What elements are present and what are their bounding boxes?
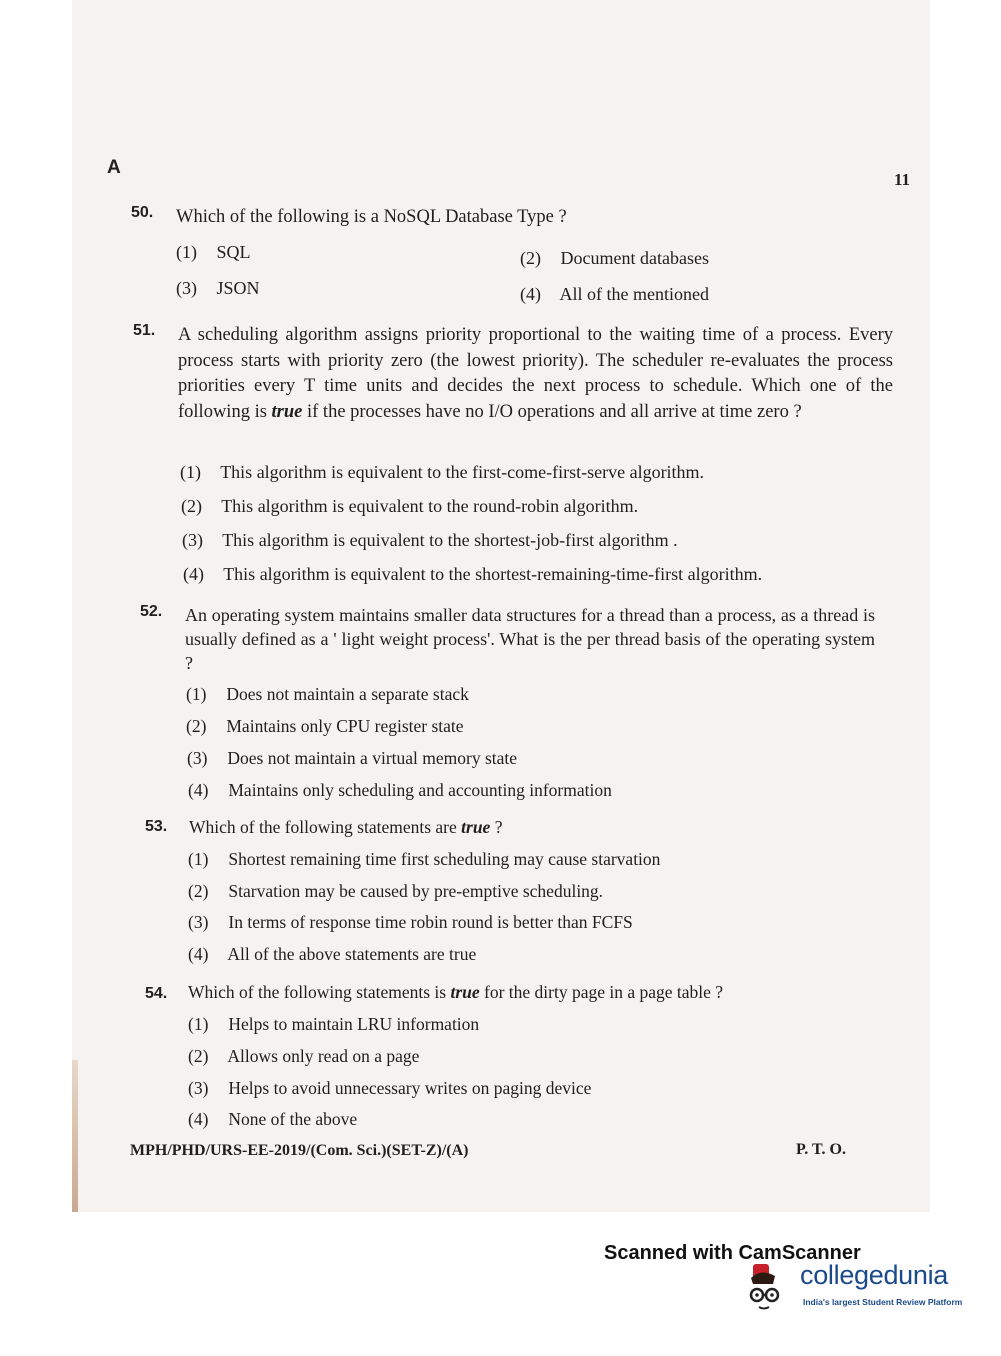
option-text: None of the above	[228, 1109, 358, 1129]
option-text: Allows only read on a page	[227, 1046, 420, 1066]
option-text: All of the above statements are true	[227, 944, 477, 964]
option-2	[520, 248, 709, 269]
emphasis-true: true	[450, 982, 480, 1002]
collegedunia-tagline: India's largest Student Review Platform	[803, 1297, 963, 1307]
camscanner-watermark: Scanned with CamScanner	[604, 1242, 861, 1264]
option-1	[176, 242, 251, 263]
option-text: Helps to maintain LRU information	[228, 1014, 480, 1034]
question-number: 52.	[140, 603, 163, 620]
page-number: 11	[894, 170, 911, 189]
option-text: Maintains only CPU register state	[226, 716, 464, 736]
option-text: This algorithm is equivalent to the shortest-job-first algorithm .	[222, 530, 678, 550]
option-1	[188, 1014, 479, 1035]
question-text: Which of the following is a NoSQL Database Type ?	[176, 207, 567, 227]
set-letter: A	[107, 157, 121, 178]
option-number: (1)	[176, 242, 197, 262]
option-number: (4)	[188, 1109, 209, 1129]
option-text: All of the mentioned	[559, 284, 709, 304]
option-number: (2)	[186, 716, 207, 736]
option-text: This algorithm is equivalent to the first-come-first-serve algorithm.	[220, 462, 705, 482]
question-text: Which of the following statements is true for the dirty page in a page table ?	[188, 982, 724, 1002]
option-2	[188, 1046, 419, 1067]
option-3	[188, 912, 633, 933]
option-2	[188, 881, 603, 902]
option-number: (1)	[180, 462, 201, 482]
option-1	[188, 849, 660, 870]
option-text: Does not maintain a virtual memory state	[227, 748, 518, 768]
option-text: This algorithm is equivalent to the shortest-remaining-time-first algorithm.	[223, 564, 763, 584]
option-4	[183, 564, 762, 585]
question-text: A scheduling algorithm assigns priority proportional to the waiting time of a process. Every process starts with priority zero (the lowest priority). The scheduler re-evaluates the process priorities every T time units and decides the next process to schedule. Which one of the following is true if the processes have no I/O operations and all arrive at time zero ?	[178, 325, 893, 422]
option-number: (3)	[188, 912, 209, 932]
option-text: In terms of response time robin round is better than FCFS	[228, 912, 633, 932]
option-text: Document databases	[560, 248, 709, 268]
option-4	[188, 1109, 357, 1130]
option-number: (2)	[188, 1046, 209, 1066]
option-1	[180, 462, 704, 483]
option-text: Helps to avoid unnecessary writes on paging device	[228, 1078, 592, 1098]
question-number: 50.	[131, 204, 154, 221]
footer-paper-code: MPH/PHD/URS-EE-2019/(Com. Sci.)(SET-Z)/(A)	[130, 1142, 469, 1159]
option-3	[188, 1078, 591, 1099]
collegedunia-logo-icon	[745, 1262, 790, 1312]
option-number: (4)	[183, 564, 204, 584]
option-2	[186, 716, 464, 737]
option-text: JSON	[216, 278, 260, 298]
option-text: Starvation may be caused by pre-emptive scheduling.	[228, 881, 604, 901]
option-text: Does not maintain a separate stack	[226, 684, 469, 704]
option-4	[188, 780, 612, 801]
option-number: (1)	[186, 684, 207, 704]
option-number: (4)	[188, 944, 209, 964]
option-number: (3)	[176, 278, 197, 298]
page-edge-shadow	[72, 1060, 78, 1212]
option-3	[187, 748, 517, 769]
option-2	[181, 496, 638, 517]
option-text: This algorithm is equivalent to the round-robin algorithm.	[221, 496, 639, 516]
question-text: Which of the following statements are true ?	[189, 817, 503, 837]
question-number: 54.	[145, 985, 168, 1002]
option-number: (2)	[188, 881, 209, 901]
option-1	[186, 684, 469, 705]
option-4	[520, 284, 709, 305]
option-number: (1)	[188, 1014, 209, 1034]
option-number: (3)	[188, 1078, 209, 1098]
emphasis-true: true	[461, 817, 491, 837]
option-number: (3)	[182, 530, 203, 550]
option-number: (2)	[520, 248, 541, 268]
option-3	[182, 530, 678, 551]
option-number: (1)	[188, 849, 209, 869]
option-text: Shortest remaining time first scheduling may cause starvation	[228, 849, 661, 869]
emphasis-true: true	[271, 401, 303, 422]
option-3	[176, 278, 260, 299]
option-number: (4)	[520, 284, 541, 304]
option-4	[188, 944, 476, 965]
footer-pto: P. T. O.	[796, 1141, 846, 1158]
option-number: (3)	[187, 748, 208, 768]
option-number: (4)	[188, 780, 209, 800]
option-text: Maintains only scheduling and accounting information	[228, 780, 612, 800]
question-number: 51.	[133, 322, 156, 339]
option-number: (2)	[181, 496, 202, 516]
collegedunia-brand: collegedunia	[800, 1260, 949, 1290]
question-number: 53.	[145, 818, 168, 835]
option-text: SQL	[216, 242, 251, 262]
question-text: An operating system maintains smaller data structures for a thread than a process, as a thread is usually defined as a ' light weight process'. What is the per thread basis of the operating system ?	[185, 605, 875, 673]
